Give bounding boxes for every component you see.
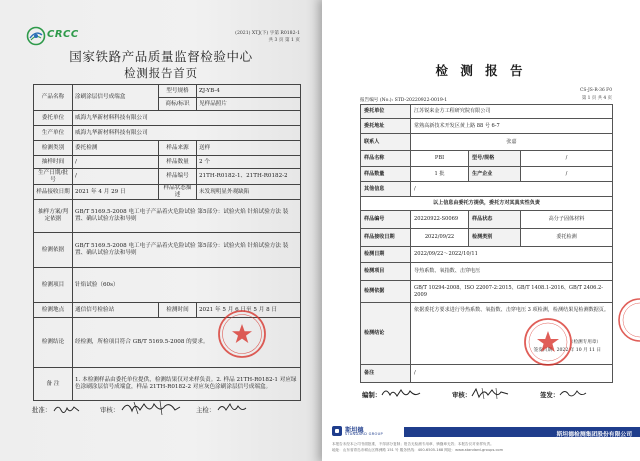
- reviewer-signature: [120, 398, 182, 418]
- row-remark: [34, 368, 301, 401]
- receive-date-label-right: 样品接收日期: [361, 229, 411, 247]
- row-test-items: [361, 263, 613, 281]
- conclusion-cell-right: [411, 303, 613, 365]
- scheme-label: 抽样方案/判定依据: [34, 200, 73, 233]
- standard-logo: [332, 425, 402, 439]
- client-label-right: 委托单位: [361, 105, 411, 119]
- sample-state-value: 未发现明显外观缺陷: [197, 185, 301, 200]
- report-title-doc: 检测报告首页: [124, 66, 198, 80]
- row-items: [34, 268, 301, 303]
- crcc-logo-icon: [26, 26, 46, 46]
- conclusion-text-right: 依据委托方要求进行导热系数、氧指数、击穿电压 3 项检测，检测结果见检测数据页。: [414, 307, 609, 313]
- crcc-logo-text: CRCC: [47, 29, 79, 40]
- row-other-info: [361, 182, 613, 197]
- brand-value: 见样品照片: [197, 98, 301, 111]
- remark-label: 备 注: [34, 368, 73, 401]
- red-seal-stamp-right: [522, 316, 574, 368]
- reviewer-signature-right: [470, 385, 510, 401]
- right-report-page: [322, 0, 640, 461]
- footer-company-name: 斯坦德检测集团股份有限公司: [556, 431, 632, 438]
- sample-number-label: 样品编号: [159, 169, 197, 185]
- sample-name-label: 样品名称: [361, 151, 411, 167]
- sample-number-value: 21TH-R0182-1、21TH-R0182-2: [197, 169, 301, 185]
- row-test-date: [361, 247, 613, 263]
- model-value: ZJ-YB-4: [197, 85, 301, 98]
- info-disclaimer-note: 以上信息由委托方提供，委托方对其真实性负责: [361, 197, 613, 211]
- footer-line-2: 地址：山东省青岛市崂山区株洲路 151 号 服务热线：400-6505-168 网址：www.standard-groups.com: [332, 448, 504, 452]
- remark-label-right: 备注: [361, 365, 411, 383]
- address-value: 常熟高新技术开发区黄上路 88 号 6-7: [411, 119, 613, 134]
- client-label: 委托单位: [34, 111, 73, 126]
- quantity-label: 样品数量: [361, 167, 411, 182]
- other-info-label: 其他信息: [361, 182, 411, 197]
- conclusion-label-right: 检测结论: [361, 303, 411, 365]
- form-code: CS-JS-R-36 F0: [579, 88, 612, 93]
- review-label-right: 审核：: [452, 391, 472, 399]
- row-sample-number: [361, 211, 613, 229]
- report-title-right: 检 测 报 告: [435, 63, 527, 78]
- test-time-label: 检测时间: [159, 303, 197, 318]
- row-test-basis: [361, 281, 613, 303]
- issuer-signature: [558, 386, 588, 400]
- basis-label: 检测依据: [34, 233, 73, 268]
- test-time-value: 2021 年 5 月 6 日至 5 月 8 日: [197, 303, 301, 318]
- sample-state-label-right: 样品状态: [469, 211, 521, 229]
- test-basis-label: 检测依据: [361, 281, 411, 303]
- row-sample-name: [361, 151, 613, 167]
- receive-date-value: 2021 年 4 月 29 日: [73, 185, 159, 200]
- sample-number-label-right: 样品编号: [361, 211, 411, 229]
- items-label: 检测项目: [34, 268, 73, 303]
- location-value: 通信信号检验站: [73, 303, 159, 318]
- standard-logo-icon: [332, 426, 342, 436]
- remark-value-right: /: [411, 365, 613, 383]
- issue-label: 签发：: [540, 391, 560, 399]
- review-label: 审核：: [100, 406, 120, 414]
- sample-source-label: 样品来源: [159, 141, 197, 156]
- compiler-signature: [380, 385, 422, 401]
- remark-value: 1. 本检测样品由委托单位提供，检测结果仅对来样负责。2. 样品 21TH-R0182-1 对应绿色涂刷涂层信号成端盒，样品 21TH-R0182-2 对应灰色涂刷涂层信号成端盒。: [73, 368, 301, 401]
- test-type-value: 委托检测: [73, 141, 159, 156]
- maker-label: 生产企业: [469, 167, 521, 182]
- sample-name-value: PBI: [411, 151, 469, 167]
- product-name-label: 产品名称: [34, 85, 73, 111]
- row-producer: [34, 126, 301, 141]
- sample-qty-label: 样品数量: [159, 156, 197, 169]
- inspector-signature: [216, 400, 248, 416]
- contact-value: 张嘉: [411, 134, 613, 151]
- quantity-value: 1 批: [411, 167, 469, 182]
- location-label: 检测地点: [34, 303, 73, 318]
- seam-seal-stamp: [616, 296, 640, 344]
- row-receive-date: [34, 185, 301, 200]
- brand-label: 商标/标识: [159, 98, 197, 111]
- spec-label: 型号/规格: [469, 151, 521, 167]
- sampling-time-label: 抽样时间: [34, 156, 73, 169]
- test-type-label-right: 检测类别: [469, 229, 521, 247]
- report-ref-number: (2021) XTJ(下) 字第 R0182-1: [235, 31, 300, 36]
- test-date-value: 2022/09/22～2022/10/11: [411, 247, 613, 263]
- product-name-value: 涂刷涂层信号成端盒: [73, 85, 159, 111]
- conclusion-seal-label: （检测专用章）: [568, 339, 602, 345]
- row-product: [34, 85, 301, 98]
- footer-bar: [404, 427, 640, 437]
- maker-value: /: [521, 167, 613, 182]
- report-number: 报告编号 (No.): STD-20220922-0019-1: [360, 98, 448, 103]
- footer-line-1: 本报告未经本公司书面批准，不得部分复制；报告无检测专用章、骑缝章无效；本报告仅对来样负责。: [332, 442, 494, 446]
- test-date-label: 检测日期: [361, 247, 411, 263]
- address-label: 委托地址: [361, 119, 411, 134]
- red-seal-stamp: [216, 308, 268, 360]
- inspector-label: 主检：: [196, 406, 216, 414]
- sample-number-value-right: 20220922-S0069: [411, 211, 469, 229]
- row-sampling-time: [34, 156, 301, 169]
- spec-value: /: [521, 151, 613, 167]
- row-receive-date-right: [361, 229, 613, 247]
- producer-label: 生产单位: [34, 126, 73, 141]
- sample-state-label: 样品状态描述: [159, 185, 197, 200]
- sample-state-value-right: 高分子固体材料: [521, 211, 613, 229]
- row-production-date: [34, 169, 301, 185]
- approver-signature: [52, 402, 82, 416]
- contact-label: 联系人: [361, 134, 411, 151]
- basis-value: GB/T 5169.5-2008 电工电子产品着火危险试验 第5部分：试验火焰 针焰试验方法 装置、确认试验方法和导则: [73, 233, 301, 268]
- conclusion-value: 经检测，所检项目符合 GB/T 5169.5-2008 的要求。: [73, 318, 301, 368]
- standard-logo-en: STANDARD GROUP: [345, 432, 384, 436]
- receive-date-label: 样品接收日期: [34, 185, 73, 200]
- row-client: [34, 111, 301, 126]
- production-date-value: /: [73, 169, 159, 185]
- test-type-value-right: 委托检测: [521, 229, 613, 247]
- other-info-value: /: [411, 182, 613, 197]
- client-value-right: 江苏锐来金方工程研究院有限公司: [411, 105, 613, 119]
- test-items-value: 导热系数、氧指数、击穿电压: [411, 263, 613, 281]
- test-basis-value: GB/T 10294-2008、ISO 22007-2:2015、GB/T 1408.1-2016、GB/T 2406.2-2009: [411, 281, 613, 303]
- receive-date-value-right: 2022/09/22: [411, 229, 469, 247]
- row-info-note: [361, 197, 613, 211]
- row-test-type: [34, 141, 301, 156]
- sampling-time-value: /: [73, 156, 159, 169]
- crcc-logo: [26, 26, 96, 50]
- row-contact: [361, 134, 613, 151]
- row-conclusion-right: [361, 303, 613, 365]
- test-type-label: 检测类别: [34, 141, 73, 156]
- report-title-org: 国家铁路产品质量监督检验中心: [69, 49, 253, 64]
- row-quantity: [361, 167, 613, 182]
- row-address: [361, 119, 613, 134]
- compile-label: 编制：: [362, 391, 382, 399]
- items-value: 针焰试验（60s）: [73, 268, 301, 303]
- client-value: 威海九华新材料科技有限公司: [73, 111, 301, 126]
- standard-logo-cn: 斯坦德: [345, 427, 364, 434]
- sample-source-value: 送样: [197, 141, 301, 156]
- row-client-right: [361, 105, 613, 119]
- row-scheme: [34, 200, 301, 233]
- report-page-info: 共 3 页 第 1 页: [268, 38, 300, 43]
- scheme-value: GB/T 5169.5-2008 电工电子产品着火危险试验 第5部分：试验火焰 针焰试验方法 装置、确认试验方法和导则: [73, 200, 301, 233]
- row-remark-right: [361, 365, 613, 383]
- producer-value: 威海九华新材料科技有限公司: [73, 126, 301, 141]
- model-label: 型号规格: [159, 85, 197, 98]
- conclusion-label: 检测结论: [34, 318, 73, 368]
- approve-label: 批准：: [32, 406, 52, 414]
- sample-qty-value: 2 个: [197, 156, 301, 169]
- issue-date: 签发日期：2022 年 10 月 11 日: [533, 348, 602, 354]
- right-report-table: [360, 104, 613, 383]
- production-date-label: 生产日期/批号: [34, 169, 73, 185]
- row-basis: [34, 233, 301, 268]
- report-page-info-right: 第 1 页 共 4 页: [581, 96, 612, 101]
- test-items-label: 检测项目: [361, 263, 411, 281]
